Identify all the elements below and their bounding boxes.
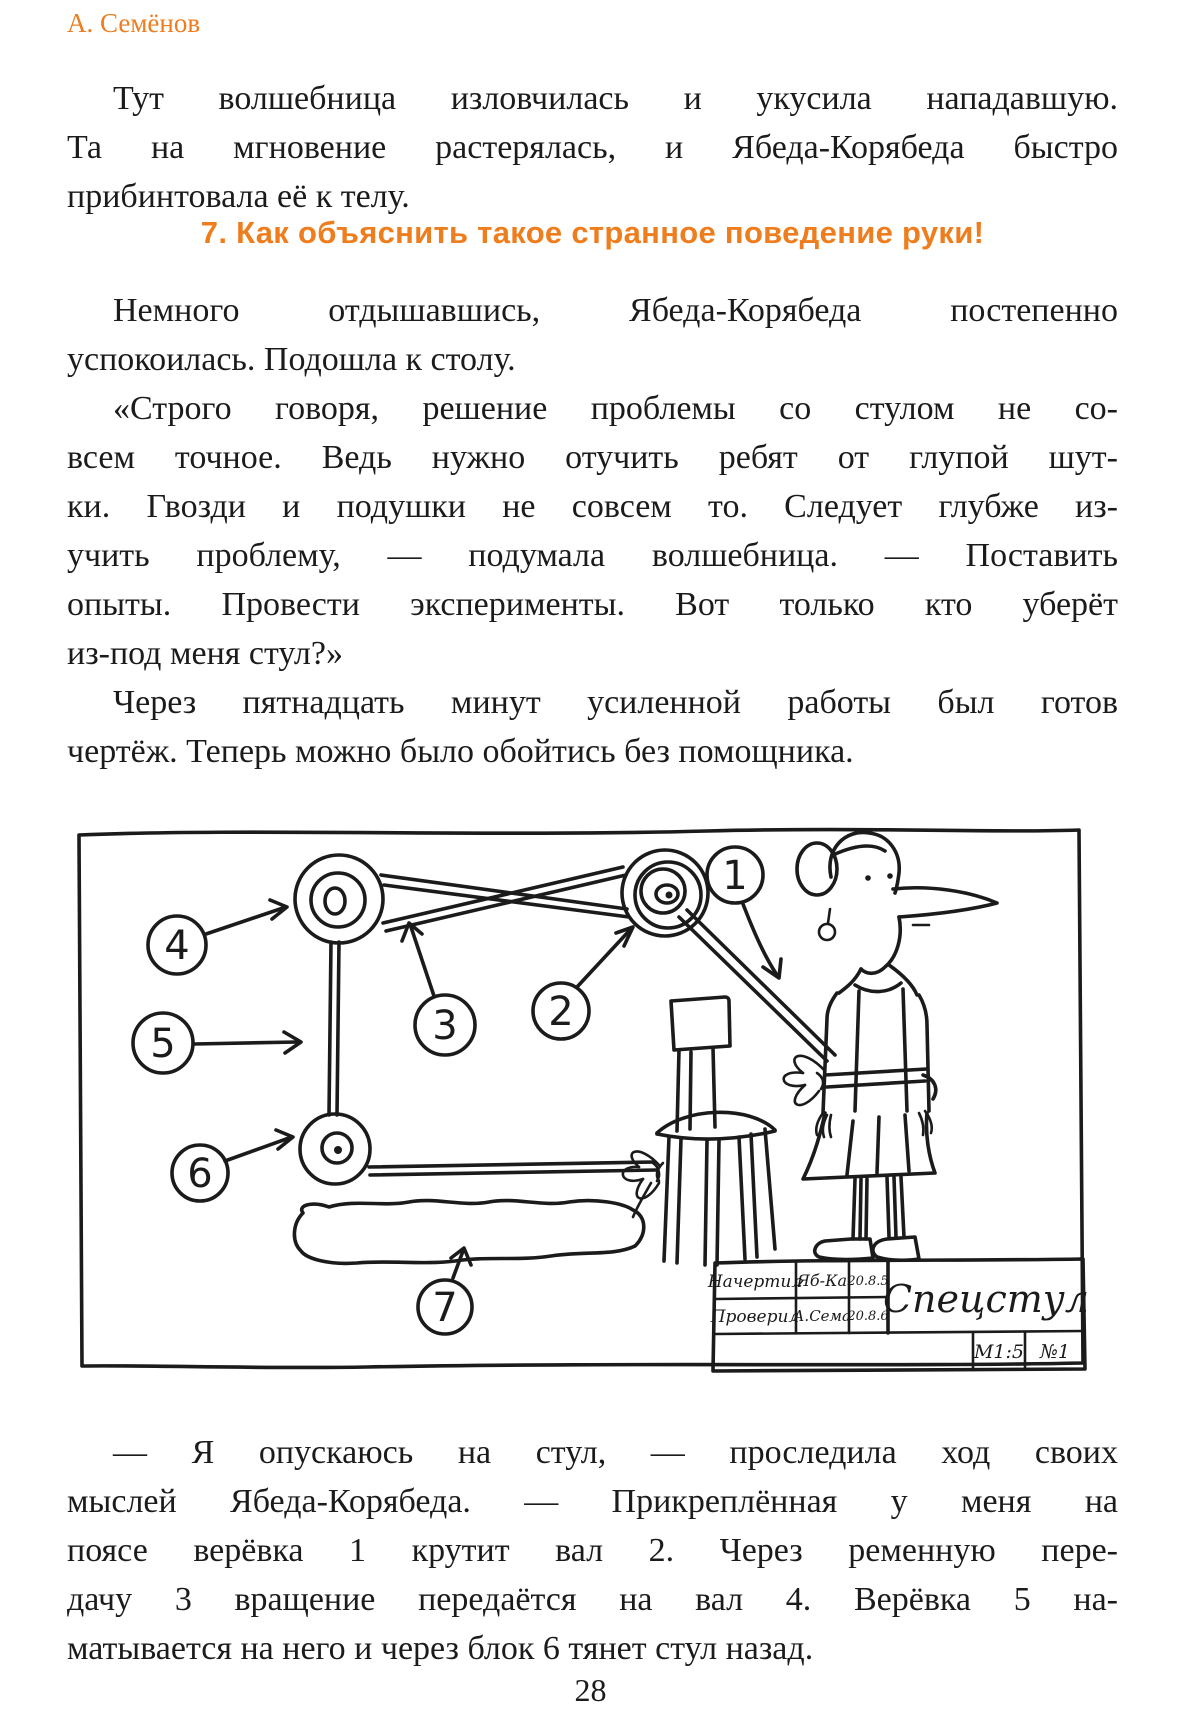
text-line: успокоилась. Подошла к столу. [67, 341, 516, 378]
text-line: Тут волшебница изловчилась и укусила нападавшую. [113, 80, 1118, 117]
text-line: чертёж. Теперь можно было обойтись без помощника. [67, 733, 854, 770]
horizontal-rope [369, 1162, 657, 1175]
callout-4-number: 4 [164, 923, 190, 969]
callout-7-number: 7 [432, 1285, 458, 1331]
text-line: — Я опускаюсь на стул, — проследила ход своих [113, 1434, 1118, 1471]
chapter-heading: 7. Как объяснить такое странное поведение руки! [200, 215, 985, 250]
stamp-checked-by-label: Проверил [710, 1307, 800, 1327]
text-line: всем точное. Ведь нужно отучить ребят от глупой шут- [67, 439, 1118, 476]
callout-5 [133, 1013, 301, 1073]
pulley-block-6 [300, 1114, 370, 1184]
title-block [707, 1259, 1089, 1371]
callout-3-number: 3 [432, 1003, 458, 1049]
witch-figure [784, 832, 997, 1260]
text-line: опыты. Провести эксперименты. Вот только кто уберёт [67, 586, 1118, 623]
text-line: из-под меня стул?» [67, 635, 343, 672]
callout-2-number: 2 [548, 989, 574, 1035]
chair [657, 997, 775, 1265]
text-line: ки. Гвозди и подушки не совсем то. Следует глубже из- [67, 488, 1118, 525]
callout-2 [533, 927, 633, 1039]
callout-1 [707, 847, 781, 978]
paragraph-5 [67, 1428, 1118, 1673]
callout-5-number: 5 [150, 1021, 176, 1067]
pulley-shaft-4 [295, 855, 383, 943]
coil-shaft-2 [622, 850, 708, 936]
text-line: Немного отдышавшись, Ябеда-Корябеда постепенно [113, 292, 1118, 329]
author-credit: А. Семёнов [67, 8, 201, 38]
stamp-title: Спецстул [882, 1277, 1090, 1321]
paragraph-1 [67, 74, 1118, 221]
callout-6 [172, 1130, 293, 1201]
paragraph-2 [67, 286, 1118, 384]
text-line: учить проблему, — подумала волшебница. — Поставить [67, 537, 1118, 574]
stamp-checked-by-name: А.Сема [793, 1307, 851, 1325]
text-line: Через пятнадцать минут усиленной работы был готов [113, 684, 1118, 721]
stamp-drawn-by-label: Начертил [707, 1272, 803, 1292]
text-line: матывается на него и через блок 6 тянет стул назад. [67, 1630, 814, 1667]
callout-3 [402, 923, 475, 1055]
paragraph-3 [67, 384, 1118, 678]
witch-eye [865, 875, 871, 881]
vertical-rope [329, 942, 339, 1115]
text-line: Та на мгновение растерялась, и Ябеда-Корябеда быстро [67, 129, 1118, 166]
text-line: «Строго говоря, решение проблемы со стулом не со- [113, 390, 1118, 427]
crossed-belt [381, 867, 629, 931]
callout-6-number: 6 [187, 1151, 213, 1197]
stamp-scale: М1:5 [973, 1341, 1025, 1363]
stamp-sheet-number: №1 [1039, 1341, 1071, 1363]
page-number: 28 [574, 1672, 607, 1708]
stamp-checked-date: 20.8.6 [847, 1309, 889, 1324]
callout-4 [148, 900, 287, 974]
paragraph-4 [67, 678, 1118, 776]
special-chair-blueprint-figure [67, 815, 1090, 1375]
waist-rope [679, 910, 835, 1061]
text-line: прибинтовала её к телу. [67, 178, 410, 215]
text-line: дачу 3 вращение передаётся на вал 4. Верёвка 5 на- [67, 1581, 1118, 1618]
witch-eye [887, 873, 893, 879]
text-line: мыслей Ябеда-Корябеда. — Прикреплённая у меня на [67, 1483, 1118, 1520]
stamp-drawn-by-name: Яб-Ка [796, 1271, 848, 1290]
callout-1-number: 1 [722, 853, 748, 899]
text-line: поясе верёвка 1 крутит вал 2. Через ременную пере- [67, 1532, 1118, 1569]
stamp-drawn-date: 20.8.5 [847, 1274, 889, 1289]
mattress [294, 1201, 643, 1264]
